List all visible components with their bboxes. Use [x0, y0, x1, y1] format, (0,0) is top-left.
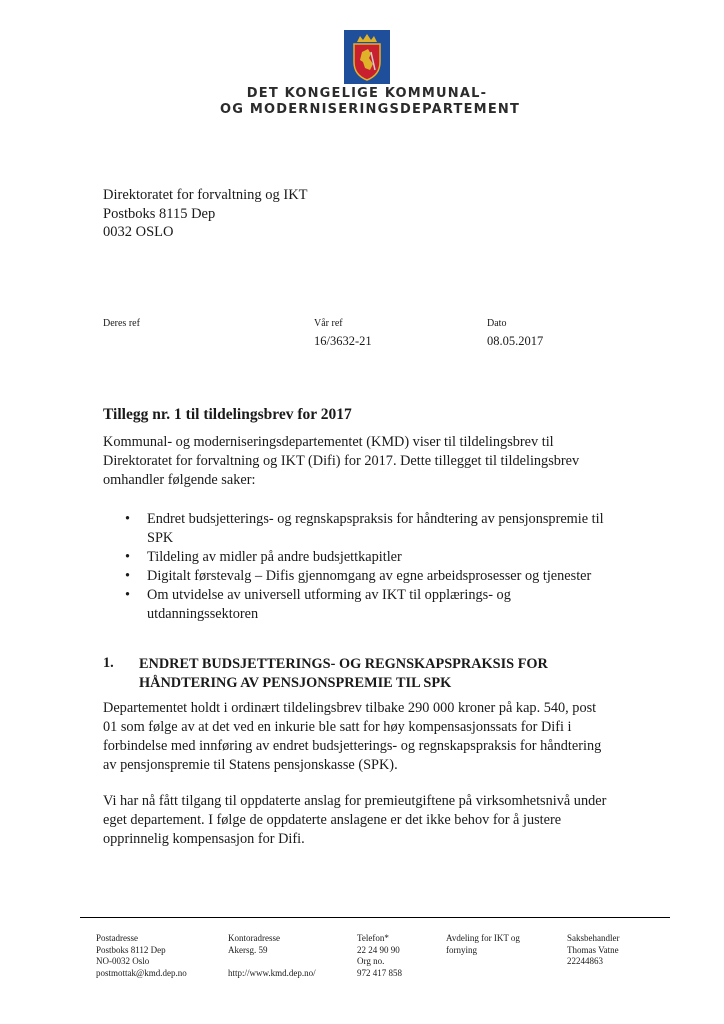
date-value: 08.05.2017 — [487, 334, 544, 348]
bullet-icon: • — [125, 511, 131, 527]
footer-text: 22244863 — [567, 956, 603, 966]
list-item-text: Digitalt førstevalg – Difis gjennomgang av egne arbeidsprosesser og tjenester — [147, 568, 592, 584]
paragraph-line: 01 som følge av at det ved en inkurie ble satt for høy kompensasjonssats for Difi i — [103, 719, 572, 735]
footer-phone — [357, 933, 402, 979]
bullet-icon: • — [125, 549, 131, 565]
list-item-text: Endret budsjetterings- og regnskapspraksis for håndtering av pensjonspremie til — [147, 511, 604, 527]
footer-text: Avdeling for IKT og — [446, 933, 520, 943]
department-name-line-1: DET KONGELIGE KOMMUNAL- — [246, 86, 488, 101]
footer-text: Kontoradresse — [228, 933, 280, 943]
footer-text: Postadresse — [96, 933, 138, 943]
section-title-line: HÅNDTERING AV PENSJONSPREMIE TIL SPK — [139, 675, 452, 691]
paragraph-line: Departementet holdt i ordinært tildelingsbrev tilbake 290 000 kroner på kap. 540, post — [103, 700, 597, 716]
bullet-icon: • — [125, 587, 131, 603]
topics-list — [103, 510, 673, 624]
letter-heading: Tillegg nr. 1 til tildelingsbrev for 2017 — [103, 406, 352, 423]
recipient-name: Direktoratet for forvaltning og IKT — [103, 187, 308, 203]
list-item-text: Om utvidelse av universell utforming av IKT til opplærings- og — [147, 587, 511, 603]
intro-line: Kommunal- og moderniseringsdepartementet (KMD) viser til tildelingsbrev til — [103, 434, 554, 450]
letterhead — [220, 30, 521, 126]
list-item — [103, 548, 673, 567]
list-item — [103, 510, 673, 548]
list-item — [103, 586, 673, 624]
paragraph-line: av pensjonspremie til Statens pensjonskasse (SPK). — [103, 757, 398, 773]
footer-text: Telefon* — [357, 933, 389, 943]
section-paragraph-2 — [103, 792, 663, 849]
footer-text: Org no. — [357, 956, 385, 966]
bullet-icon: • — [125, 568, 131, 584]
list-item-text: utdanningssektoren — [147, 606, 259, 622]
section-number: 1. — [103, 655, 114, 671]
footer-department — [446, 933, 520, 956]
recipient-street: Postboks 8115 Dep — [103, 205, 216, 222]
footer-text: 22 24 90 90 — [357, 944, 400, 955]
footer-text: Thomas Vatne — [567, 944, 619, 955]
footer-divider — [80, 917, 670, 918]
list-item-text: Tildeling av midler på andre budsjettkapitler — [147, 549, 402, 565]
list-item — [103, 567, 673, 586]
footer-text: Akersg. 59 — [228, 944, 268, 955]
footer-text: NO-0032 Oslo — [96, 956, 150, 966]
section-paragraph-1 — [103, 699, 663, 775]
recipient-address — [103, 186, 308, 242]
footer-office-address — [228, 933, 316, 979]
list-item-text: SPK — [147, 530, 174, 546]
footer-website-link[interactable]: http://www.kmd.dep.no/ — [228, 967, 316, 978]
section-title-line: ENDRET BUDSJETTERINGS- OG REGNSKAPSPRAKSIS FOR — [139, 656, 548, 672]
paragraph-line: Vi har nå fått tilgang til oppdaterte anslag for premieutgiftene på virksomhetsnivå under — [103, 793, 607, 809]
recipient-postal: 0032 OSLO — [103, 224, 174, 240]
paragraph-line: eget departement. I følge de oppdaterte anslagene er det ikke behov for å justere — [103, 812, 562, 828]
deres-ref-label: Deres ref — [103, 318, 140, 329]
paragraph-line: opprinnelig kompensasjon for Difi. — [103, 831, 305, 847]
var-ref-value: 16/3632-21 — [314, 334, 372, 348]
footer-text — [228, 956, 316, 968]
section-title — [139, 655, 548, 693]
norwegian-coat-of-arms-icon — [344, 30, 390, 84]
footer-postal-address — [96, 933, 187, 979]
department-name-line-2: OG MODERNISERINGSDEPARTEMENT — [220, 102, 521, 117]
intro-line: Direktoratet for forvaltning og IKT (Difi) for 2017. Dette tillegget til tildelingsbrev — [103, 453, 580, 469]
paragraph-line: forbindelse med innføring av endret budsjetterings- og regnskapspraksis for håndtering — [103, 738, 602, 754]
date-label: Dato — [487, 318, 507, 329]
footer-text: Saksbehandler — [567, 933, 620, 943]
footer-case-handler — [567, 933, 619, 968]
footer-text: 972 417 858 — [357, 967, 402, 978]
footer-email-link[interactable]: postmottak@kmd.dep.no — [96, 967, 187, 978]
footer-text: Postboks 8112 Dep — [96, 944, 166, 955]
footer-text: fornying — [446, 944, 477, 955]
var-ref-label: Vår ref — [314, 318, 343, 329]
intro-paragraph — [103, 433, 663, 490]
intro-line: omhandler følgende saker: — [103, 472, 256, 488]
